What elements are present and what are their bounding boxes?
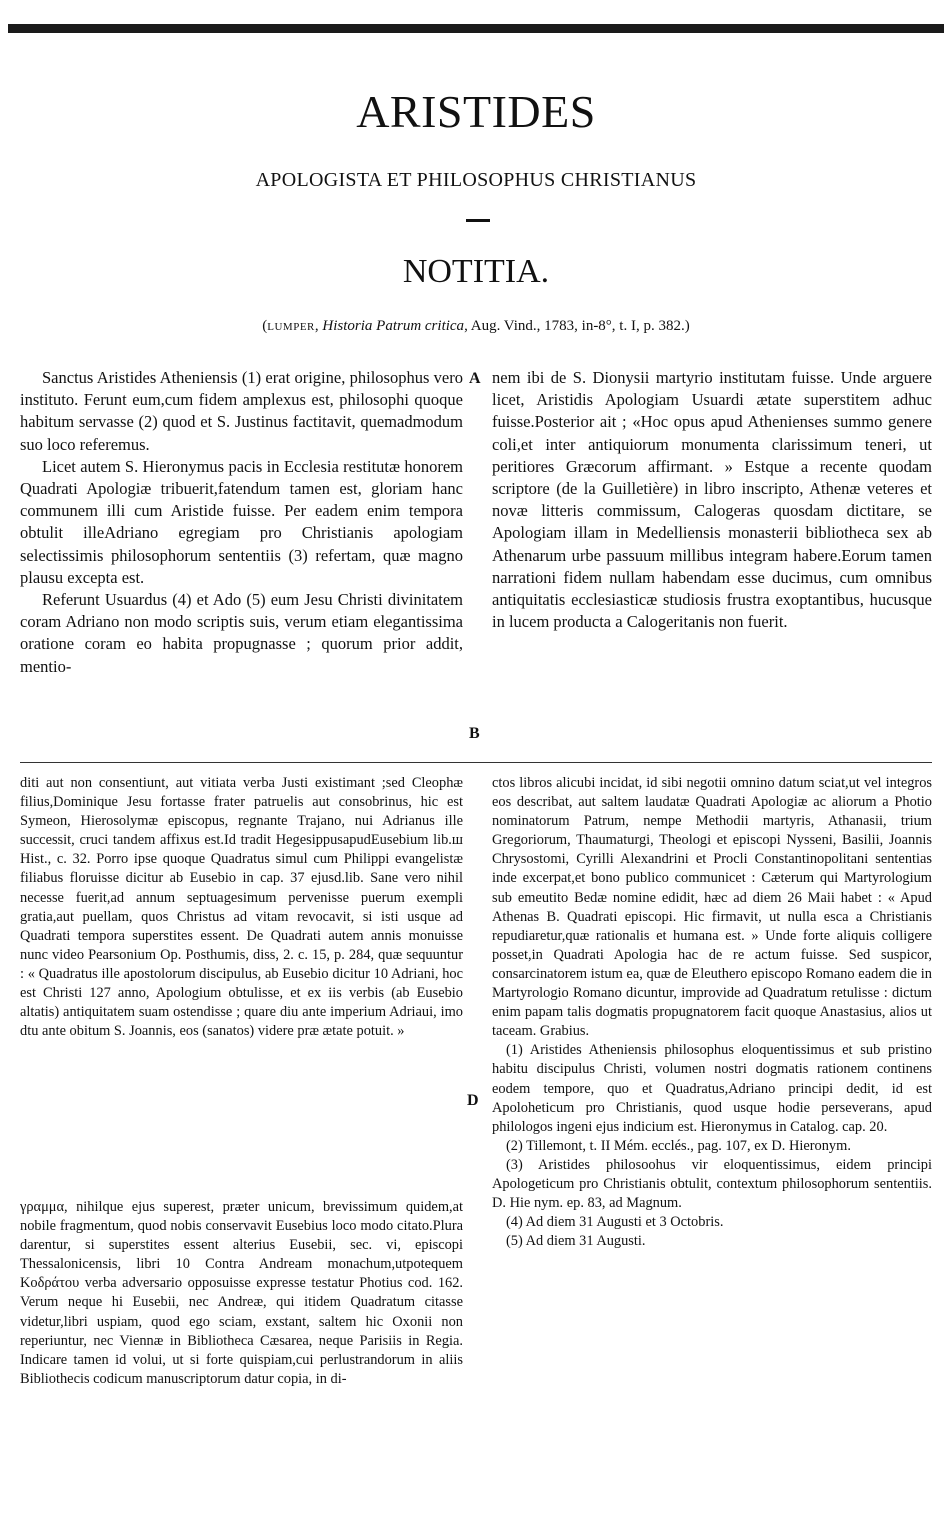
note-text: γραμμα, nihilque ejus superest, præter unicum, brevissimum quidem,at nobile fragmentum, quod nobis conservavit Eusebius loco modo citato.Plura darentur, si superstites essent alterius Eusebii, sec. vi, episcopi Thessalonicensis, libri 10 Contra Andream monachum,utpotequem Κοδράτου verba adversario opposuisse expresse testatur Photius cod. 162. Verum neque hi Eusebii, nec Andreæ, qui itidem Quadratum citasse videtur,libri uspiam, quod ego sciam, exstant, saltem hic Oxonii non reperiuntur, nec Viennæ in Bibliotheca Cæsarea, neque Parisiis in Regia. Indicare tamen id volui, ut si forte quispiam,cui perlustrandorum in aliis Bibliothecis codicum manuscriptorum datur copia, in di- — [20, 1199, 463, 1387]
main-text-left — [20, 367, 463, 678]
page-title: ARISTIDES — [356, 86, 596, 137]
page-subtitle: APOLOGISTA ET PHILOSOPHUS CHRISTIANUS — [255, 169, 697, 191]
footnote-3: (3) Aristides philosoohus vir eloquentissimus, eidem principi Apologeticum pro Christianis obtulit, contextum philosophorum sententiis. D. Hie nym. ep. 83, ad Magnum. — [492, 1156, 932, 1212]
margin-letter-a: A — [469, 370, 481, 387]
notes-left-upper — [20, 774, 463, 1041]
main-text-right — [492, 367, 932, 633]
note-text: diti aut non consentiunt, aut vitiata verba Justi existimant ;sed Cleophæ filius,Dominique Jesu fortasse frater patruelis aut consobrinus, hic est Symeon, Hierosolymæ episcopus, regnante Trajano, nui Adrianus ille successit, cruci tandem affixus est.Id tradit HegesippusapudEusebium lib.ш Hist., c. 32. Porro ipse quoque Quadratus simul cum Philippi evangelistæ filiabus floruisse dicitur ab Eusebio in cap. 37 ejusd.lib. Sane vero nihil necesse fuerit,ad annum septuagesimum pervenisse puerum exempli gratia,aut puellam, quos Christus ad vitam revocavit, si isti usque ad Quadrati tempora superstites essent. De Quadrati autem annis monuisse nunc video Pearsonium Op. Posthumis, diss, 2. c. 15, p. 284, quæ sequuntur : « Quadratus ille apostolorum discipulus, ab Eusebio dicitur 10 Adriani, hoc est Christi 127 anno, Apologium obtulisse, et ex iis verbis (ab Eusebio altatis) antiquitatem suam ostendisse ; quare diu ante imperium Adriaui, imo dtu ante obitum S. Joannis, eos (sanatos) videre præ ætate potuit. » — [20, 775, 463, 1040]
top-rule — [8, 24, 944, 33]
margin-letter-b: B — [469, 725, 480, 742]
footnote-1: (1) Aristides Atheniensis philosophus eloquentissimus et sub pristino habitu discipulus Christi, volumen nostri dogmatis rationem continens eodem tempore, quo et Quadratus,Adriano principi dedit, id est Apoloheticum pro Christianis, quod usque hodie perseverans, apud philologos ingeni ejus indicium est. Hieronymus in Catalog. cap. 20. — [492, 1042, 932, 1135]
footnote-4: (4) Ad diem 31 Augusti et 3 Octobris. — [506, 1214, 724, 1231]
title-dash — [466, 219, 490, 222]
footnote-5: (5) Ad diem 31 Augusti. — [506, 1233, 646, 1250]
paragraph: Sanctus Aristides Atheniensis (1) erat origine, philosophus vero instituto. Ferunt eum,cum fidem amplexus est, philosophi quoque habitum servasse (2) quod et S. Justinus factitavit, quemadmodum suo loco referemus. — [20, 368, 463, 454]
section-title: NOTITIA. — [402, 253, 550, 290]
source-citation: (LUMPER, Historia Patrum critica, Aug. Vind., 1783, in-8°, t. I, p. 382.) — [262, 318, 690, 334]
footnote-2: (2) Tillemont, t. II Mém. ecclés., pag. 107, ex D. Hieronym. — [506, 1137, 851, 1154]
notes-left-lower — [20, 1198, 463, 1389]
note-text: ctos libros alicubi incidat, id sibi negotii omnino datum sciat,ut vel integros eos describat, aut saltem laudatæ Quadrati Apologiæ ac aliorum a Photio nominatorum Patrum, nempe Methodii martyris, Athanasii, trium Gregoriorum, Thaumaturgi, Theologi et episcopi Nysseni, Basilii, Joannis Chrysostomi, Cyrilli Alexandrini et Procli Constantinopolitani sententias inde excerpat,et bono publico communicet : Cæterum qui Martyrologium sub emeutito Bedæ nomine edidit, hæc ad diem 26 Maii habet : « Apud Athenas B. Quadrati episcopi. Hic firmavit, ut nulla esca a Christianis repudiaretur,quæ rationalis et humana est. » Unde forte aliquis colligere posset,in Quadrati Apologia hac de re actum fuisse. Sed suspicor, consarcinatorem istum ea, quæ de Eleuthero episcopo Romano eadem die in Martyrologio Romano dicuntur, improvide ad Quadratum retulisse : dictum enim papam talis dogmatis propugnatorem facit quoque Anastasius, alios ut taceam. Grabius. — [492, 775, 932, 1040]
paragraph: Referunt Usuardus (4) et Ado (5) eum Jesu Christi divinitatem coram Adriano non modo scriptis suis, verum etiam elegantissima oratione coram eo habita propugnasse ; quorum prior addit, mentio- — [20, 590, 463, 676]
notes-right — [492, 774, 932, 1251]
paragraph: nem ibi de S. Dionysii martyrio institutam fuisse. Unde arguere licet, Aristidis Apologiam Usuardi ætate superstitem adhuc fuisse.Posterior ait ; «Hoc opus apud Athenienses summo genere coli,et inter antiquiorum monumenta clarissimum teneri, ut peritiores Græcorum affirmant. » Estque a recente quodam scriptore (de la Guilletière) in libro inscripto, Athenæ veteres et novæ litteris commissum, Calogeras quosdam dictitare, se Apologiam illam in Medelliensis monasterii bibliotheca sex ab Athenarum urbe passuum millibus integram habere.Eorum tamen narrationi fidem nullam habendam esse ducimus, cum omnibus antiquitatis ecclesiasticæ studiosis frustra exoptantibus, hucusque in lucem producta a Calogeritanis non fuerit. — [492, 368, 932, 632]
margin-letter-d: D — [467, 1092, 479, 1109]
source-details: , Aug. Vind., 1783, in-8°, t. I, p. 382.) — [464, 318, 690, 334]
notes-divider — [20, 762, 932, 763]
source-work: Historia Patrum critica — [322, 318, 465, 334]
source-author: LUMPER — [267, 321, 315, 333]
paragraph: Licet autem S. Hieronymus pacis in Ecclesia restitutæ honorem Quadrati Apologiæ tribuerit,fatendum tamen est, gloriam hanc communem illi cum Aristide fuisse. Per eadem enim tempora obtulit illeAdriano egregiam pro Christianis apologiam selectissimis philosophorum sententiis (3) refertam, quæ magno plausu excepta est. — [20, 456, 463, 587]
